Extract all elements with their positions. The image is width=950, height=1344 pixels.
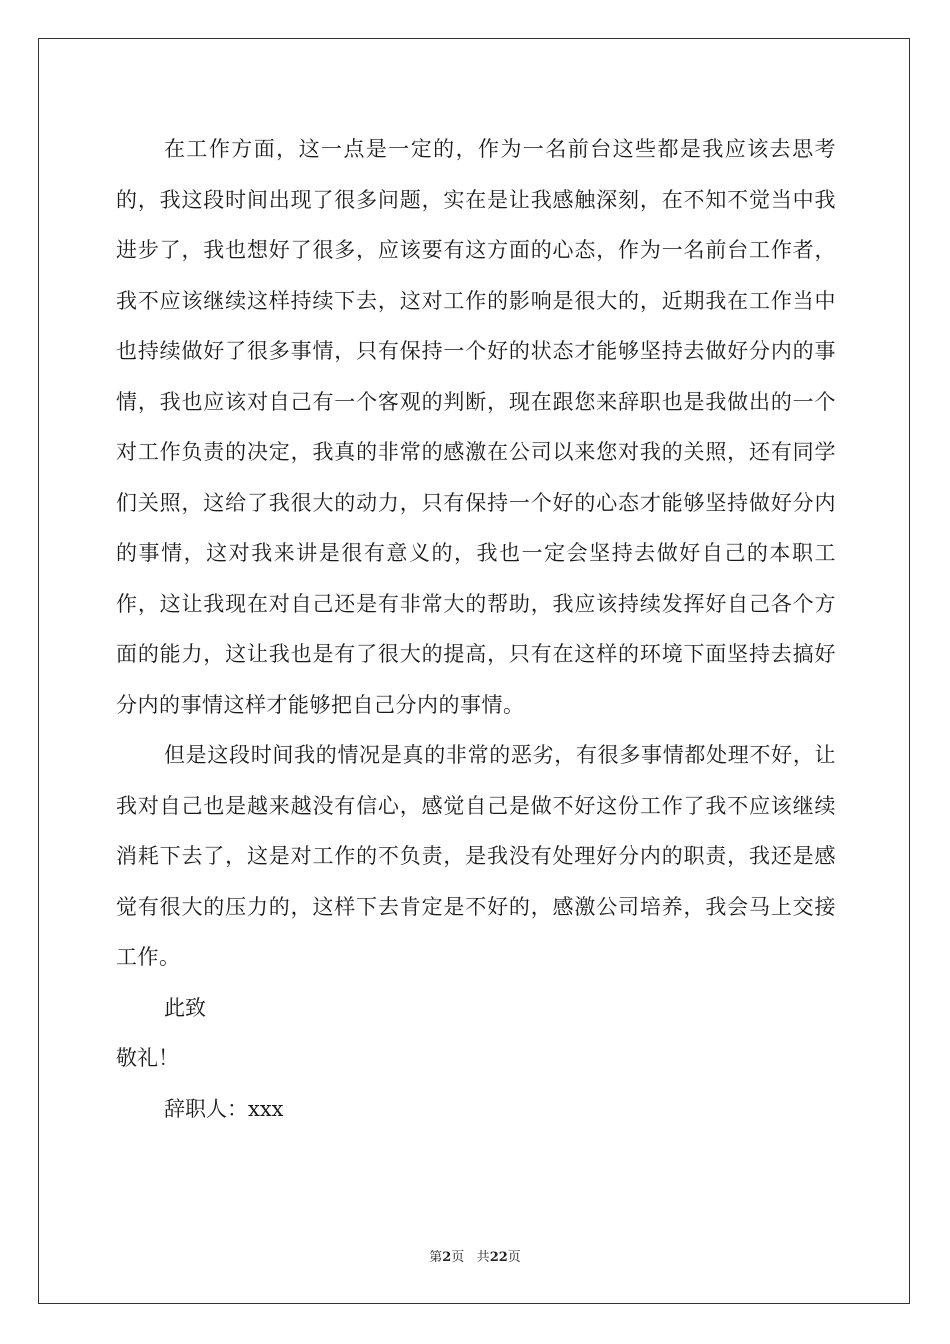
footer-page-word: 页 bbox=[451, 1250, 465, 1265]
paragraph-1: 在工作方面，这一点是一定的，作为一名前台这些都是我应该去思考的，我这段时间出现了很多问题，实在是让我感触深刻，在不知不觉当中我进步了，我也想好了很多，应该要有这方面的心态，作为一名前台工作者，我不应该继续这样持续下去，这对工作的影响是很大的，近期我在工作当中也持续做好了很多事情，只有保持一个好的状态才能够坚持去做好分内的事情，我也应该对自己有一个客观的判断，现在跟您来辞职也是我做出的一个对工作负责的决定，我真的非常的感激在公司以来您对我的关照，还有同学们关照，这给了我很大的动力，只有保持一个好的心态才能够坚持做好分内的事情，这对我来讲是很有意义的，我也一定会坚持去做好自己的本职工作，这让我现在对自己还是有非常大的帮助，我应该持续发挥好自己各个方面的能力，这让我也是有了很大的提高，只有在这样的环境下面坚持去搞好分内的事情这样才能够把自己分内的事情。 bbox=[116, 137, 836, 717]
footer-prefix: 第 bbox=[429, 1250, 443, 1265]
letter-body bbox=[116, 124, 836, 1134]
salutation: 此致 bbox=[164, 995, 206, 1020]
page-footer bbox=[0, 1246, 950, 1265]
footer-total-prefix: 共 bbox=[476, 1250, 490, 1265]
regards: 敬礼！ bbox=[116, 1046, 179, 1070]
footer-total-suffix: 页 bbox=[507, 1250, 521, 1265]
current-page-number: 2 bbox=[442, 1250, 452, 1265]
total-page-count: 22 bbox=[489, 1250, 508, 1265]
paragraph-2: 但是这段时间我的情况是真的非常的恶劣，有很多事情都处理不好，让我对自己也是越来越没有信心，感觉自己是做不好这份工作了我不应该继续消耗下去了，这是对工作的不负责，是我没有处理好分内的职责，我还是感觉有很大的压力的，这样下去肯定是不好的，感激公司培养，我会马上交接工作。 bbox=[116, 743, 836, 969]
signature: 辞职人：xxx bbox=[164, 1096, 284, 1121]
